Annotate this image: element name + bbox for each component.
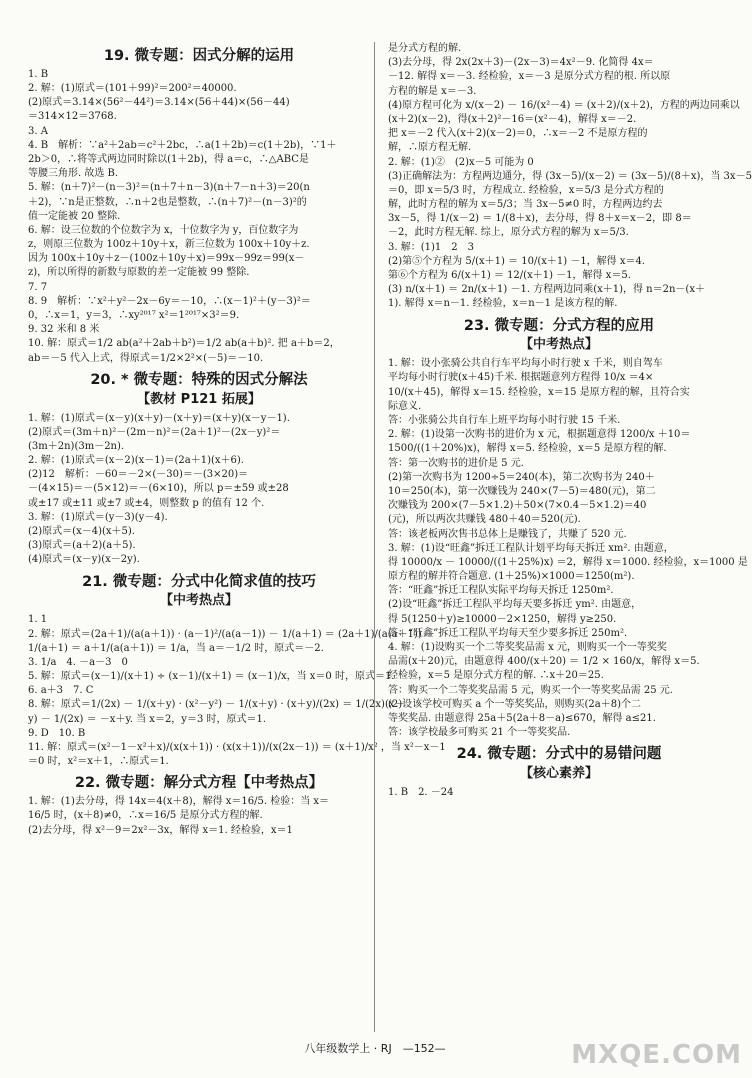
- answer-line: 2. 解：原式＝(2a＋1)/(a(a＋1)) · (a－1)²/(a(a－1)) － 1/(a＋1) ＝ (2a＋1)/(a(a＋1)) －: [28, 628, 435, 640]
- answer-line: (4)原式＝(x－y)(x－2y).: [28, 554, 140, 566]
- site-watermark: MXQE.COM: [571, 1040, 742, 1070]
- answer-line: (2)第⑤个方程为 5/(x＋1) ＝ 10/(x＋1) －1，解得 x＝4.: [388, 255, 646, 267]
- answer-line: 3. 解：(1)设“旺鑫”拆迁工程队计划平均每天拆迁 xm². 由题意，: [388, 542, 674, 554]
- answer-line: 10/(x＋45)，解得 x＝15. 经检验，x＝15 是原方程的解，且符合实: [388, 386, 690, 398]
- answer-line: ＋2)，∵n是正整数，∴n＋2也是整数，∴(n＋7)²－(n－3)²的: [28, 196, 307, 208]
- answer-line: 1. 解：(1)原式＝(x－y)(x＋y)－(x＋y)＝(x＋y)(x－y－1).: [28, 412, 290, 424]
- answer-line: 原方程的解并符合题意. (1＋25%)×1000＝1250(m²).: [388, 571, 635, 583]
- answer-line: 把 x＝－2 代入(x＋2)(x－2)＝0，∴x＝－2 不是原方程的: [388, 128, 648, 140]
- answer-line: (3)正确解法为：方程两边通分，得 (3x－5)/(x－2) ＝ (3x－5)/(8＋x)，当 3x－5: [388, 170, 752, 182]
- answer-line: 2. 解：(1)原式＝(x－2)(x－1)＝(2a＋1)(x＋6).: [28, 455, 244, 467]
- answer-line: 答：该学校最多可购买 21 个一等奖奖品.: [388, 727, 571, 739]
- answer-line: 1. B: [28, 68, 49, 80]
- answer-line: 1. B 2. －24: [388, 787, 454, 799]
- answer-line: 11. 解：原式＝(x²－1－x²＋x)/(x(x＋1)) · (x(x＋1))/(x(2x－1)) ＝ (x＋1)/x² ，当 x²－x－1: [28, 742, 446, 753]
- section-title: 19. 微专题：因式分解的运用: [103, 48, 295, 64]
- answer-line: 3. 解：(1)原式＝(y－3)(y－4).: [28, 511, 168, 523]
- answer-line: －(4×15)＝－(5×12)＝－(6×10)，所以 p＝±59 或±28: [28, 483, 289, 495]
- answer-line: 答：“旺鑫”拆迁工程队实际平均每天拆迁 1250m².: [388, 585, 614, 597]
- answer-line: －2，此时方程无解. 综上，原分式方程的解为 x＝5/3.: [388, 227, 629, 239]
- answer-line: 解，此时方程的解为 x＝5/3；当 3x－5≠0 时，方程两边约去: [388, 199, 663, 211]
- answer-line: －12. 解得 x＝－3. 经检验，x＝－3 是原分式方程的根. 所以原: [388, 71, 671, 83]
- answer-line: (4)原方程可化为 x/(x－2) － 16/(x²－4) ＝ (x＋2)/(x＋2)，方程的两边同乘以: [388, 99, 740, 111]
- answer-line: (2)设“旺鑫”拆迁工程队平均每天要多拆迁 ym². 由题意，: [388, 599, 642, 611]
- answer-line: 是分式方程的解.: [388, 43, 462, 54]
- answer-line: 1. 解：设小张骑公共自行车平均每小时行驶 x 千米，则自驾车: [388, 358, 663, 370]
- answer-line: 6. a＋3 7. C: [28, 685, 94, 697]
- answer-line: 际意义.: [388, 400, 422, 412]
- answer-line: 2. 解：(1)设第一次购书的进价为 x 元，根据题意得 1200/x ＋10＝: [388, 429, 691, 441]
- section-title: 21. 微专题：分式中化简求值的技巧: [82, 573, 316, 590]
- answer-line: 9. D 10. B: [28, 727, 86, 739]
- answer-line: 1/(a＋1) ＝ a＋1/(a(a＋1)) ＝ 1/a，当 a＝－1/2 时，原式＝－2.: [28, 642, 324, 654]
- answer-line: (3)原式＝(a＋2)(a＋5).: [28, 540, 136, 552]
- answer-line: 方程的解是 x＝－3.: [388, 85, 477, 97]
- answer-line: 平均每小时行驶(x＋45)千米. 根据题意列方程得 10/x ＝4×: [388, 372, 654, 384]
- answer-line: 5. 解：原式＝(x－1)/(x＋1) ÷ (x－1)/(x＋1) ＝ (x－1)/x，当 x＝0 时，原式＝1.: [28, 671, 395, 683]
- answer-line: 0，∴x＝1，y＝3，∴xy²⁰¹⁷ x²＝1²⁰¹⁷×3²＝9.: [28, 310, 240, 322]
- section-title: 20. * 微专题：特殊的因式分解法: [90, 371, 308, 388]
- answer-line: 9. 32 米和 8 米: [28, 324, 100, 336]
- answer-line: 第⑥个方程为 6/(x＋1) ＝ 12/(x＋1) －1，解得 x＝5.: [388, 270, 631, 281]
- answer-line: 7. 7: [28, 281, 48, 293]
- answer-line: 答：购买一个二等奖奖品需 5 元，购买一个一等奖奖品需 25 元.: [388, 684, 673, 696]
- answer-line: (元)，所以两次共赚钱 480＋40＝520(元).: [388, 514, 581, 526]
- answer-line: 等奖奖品. 由题意得 25a＋5(2a＋8－a)≤670，解得 a≤21.: [388, 712, 656, 724]
- answer-line: 答：小张骑公共自行车上班平均每小时行驶 15 千米.: [388, 415, 621, 427]
- answer-line: 或±17 或±11 或±7 或±4，则整数 p 的值有 12 个.: [28, 497, 265, 509]
- answer-line: 1). 解得 x＝n－1. 经检验，x＝n－1 是该方程的解.: [388, 298, 618, 310]
- section-tag: 【中考热点】: [519, 337, 598, 353]
- answer-line: 值一定能被 20 整除.: [28, 210, 121, 222]
- answer-line: 解，∴原方程无解.: [388, 142, 472, 154]
- answer-line: 3. A: [28, 125, 48, 137]
- answer-line: 答：第一次购书的进价是 5 元.: [388, 457, 524, 469]
- answer-line: ＝0 时，x²＝x＋1，∴原式＝1.: [28, 756, 169, 768]
- answer-line: 4. B 解析：∵a²＋2ab＝c²＋2bc，∴a(1＋2b)＝c(1＋2b)，∵1＋: [28, 139, 337, 151]
- answer-line: 4. 解：(1)设购买一个二等奖奖品需 x 元，则购买一个一等奖奖: [388, 642, 667, 654]
- answer-line: 答：该老板两次售书总体上是赚钱了，共赚了 520 元.: [388, 528, 627, 540]
- answer-line: 得 5(1250＋y)≥10000－2×1250，解得 y≥250.: [388, 613, 617, 625]
- answer-line: ＝314×12＝3768.: [28, 111, 117, 123]
- answer-line: 品需(x＋20)元，由题意得 400/(x＋20) ＝ 1/2 × 160/x，解得 x＝5.: [388, 656, 700, 668]
- answer-line: (2)去分母，得 x²－9＝2x²－3x，解得 x＝1. 经检验，x＝1: [28, 824, 293, 836]
- answer-line: 答：“旺鑫”拆迁工程队平均每天至少要多拆迁 250m².: [388, 627, 628, 639]
- answer-line: z，则原三位数为 100z＋10y＋x，新三位数为 100x＋10y＋z.: [28, 239, 310, 251]
- section-tag: 【教材 P121 拓展】: [137, 391, 261, 407]
- answer-line: (2)原式＝(x－4)(x＋5).: [28, 526, 135, 538]
- answer-line: y) － 1/(2x) ＝ －x＋y. 当 x＝2，y＝3 时，原式＝1.: [28, 713, 267, 725]
- answer-line: 6. 解：设三位数的个位数字为 x，十位数字为 y，百位数字为: [28, 224, 299, 236]
- answer-line: 10. 解：原式＝1/2 ab(a²＋2ab＋b²)＝1/2 ab(a＋b)². 把 a＋b＝2，: [28, 338, 340, 350]
- answer-line: 8. 解：原式＝1/(2x) － 1/(x＋y) · (x²－y²) － 1/(x＋y) · (x＋y)/(2x) ＝ 1/(2x)(x－: [28, 699, 405, 711]
- answer-line: 3x－5，得 1/(x－2) ＝ 1/(8＋x)，去分母，得 8＋x＝x－2，即 8＝: [388, 213, 692, 225]
- answer-line: 次赚钱为 200×(7－5×1.2)＋50×(7×0.4－5×1.2)＝40: [388, 500, 647, 512]
- answer-line: (2)设该学校可购买 a 个一等奖奖品，则购买(2a＋8)个二: [388, 698, 641, 710]
- answer-line: 2. 解：(1)② (2)x－5 可能为 0: [388, 156, 534, 168]
- answer-line: 5. 解：(n＋7)²－(n－3)²＝(n＋7＋n－3)(n＋7－n＋3)＝20(n: [28, 182, 310, 194]
- answer-line: 2b＞0，∴将等式两边同时除以(1＋2b)，得 a＝c，∴△ABC是: [28, 153, 309, 165]
- answer-line: (3) n/(x＋1) ＝ 2n/(x＋1) －1. 方程两边同乘(x＋1)，得 n＝2n－(x＋: [388, 284, 705, 296]
- right-column: [388, 42, 752, 800]
- answer-line: (x＋2)(x－2)，得(x＋2)²－16＝(x²－4)，解得 x＝－2.: [388, 113, 637, 125]
- answer-line: 3. 1/a 4. －a－3 0: [28, 656, 128, 668]
- answer-line: (3)去分母，得 2x(2x＋3)－(2x－3)＝4x²－9. 化简得 4x＝: [388, 57, 654, 69]
- answer-line: (2)12 解析：－60＝－2×(－30)＝－(3×20)＝: [28, 469, 249, 481]
- section-tag: 【中考热点】: [159, 593, 238, 609]
- answer-line: z)，所以所得的新数与原数的差一定能被 99 整除.: [28, 267, 250, 279]
- answer-line: 2. 解：(1)原式＝(101＋99)²＝200²＝40000.: [28, 83, 237, 95]
- answer-line: (3m＋2n)(3m－2n).: [28, 440, 125, 452]
- answer-line: 16/5 时，(x＋8)≠0，∴x＝16/5 是原分式方程的解.: [28, 810, 263, 822]
- page-footer: 八年级数学上 · RJ —152—: [304, 1042, 446, 1055]
- column-divider: [374, 42, 375, 1032]
- answer-line: 等腰三角形. 故选 B.: [28, 168, 119, 180]
- answer-line: 得 10000/x － 10000/((1＋25%)x) ＝2，解得 x＝1000. 经检验，x＝1000 是: [388, 556, 748, 568]
- answer-line: ab＝－5 代入上式，得原式＝1/2×2²×(－5)＝－10.: [28, 352, 264, 364]
- answer-line: 经检验，x＝5 是原分式方程的解. ∴x＋20＝25.: [388, 670, 604, 682]
- answer-line: 1. 解：(1)去分母，得 14x＝4(x＋8)，解得 x＝16/5. 检验：当 x＝: [28, 796, 330, 808]
- answer-line: 10＝250(本)，第一次赚钱为 240×(7－5)＝480(元)，第二: [388, 485, 656, 497]
- answer-line: 3. 解：(1)1 2 3: [388, 241, 474, 253]
- answer-line: (2)原式＝3.14×(56²－44²)＝3.14×(56＋44)×(56－44): [28, 97, 290, 109]
- answer-line: ＝0，即 x＝5/3 时，方程成立. 经检验，x＝5/3 是分式方程的: [388, 184, 664, 196]
- section-tag: 【核心素养】: [519, 766, 598, 782]
- section-title: 23. 微专题：分式方程的应用: [463, 317, 655, 334]
- answer-line: (2)第一次购书为 1200÷5＝240(本)，第二次购书为 240＋: [388, 471, 655, 483]
- section-title: 22. 微专题：解分式方程【中考热点】: [74, 775, 324, 792]
- answer-line: 1500/((1＋20%)x)，解得 x＝5. 经检验，x＝5 是原方程的解.: [388, 443, 667, 455]
- section-title: 24. 微专题：分式中的易错问题: [456, 746, 662, 763]
- answer-line: 8. 9 解析：∵x²＋y²－2x－6y＝－10，∴(x－1)²＋(y－3)²＝: [28, 295, 311, 307]
- answer-line: 1. 1: [28, 614, 48, 626]
- answer-line: 因为 100x＋10y＋z－(100z＋10y＋x)＝99x－99z＝99(x－: [28, 253, 305, 265]
- answer-line: (2)原式＝(3m＋n)²－(2m－n)²＝(2a＋1)²－(2x－y)²＝: [28, 426, 281, 438]
